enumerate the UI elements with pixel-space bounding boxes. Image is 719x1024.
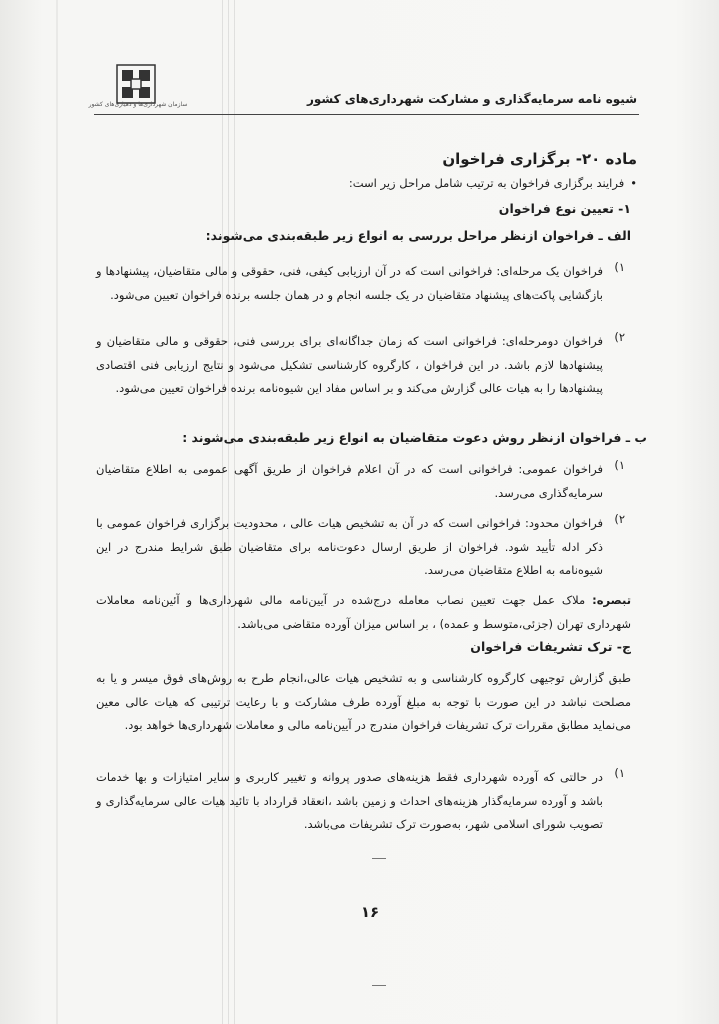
list-number: ۱) — [614, 260, 625, 274]
page-number: ۱۶ — [360, 903, 380, 921]
header-divider — [94, 114, 639, 115]
section-heading: ۱- تعیین نوع فراخوان — [498, 201, 631, 216]
list-number: ۲) — [614, 330, 625, 344]
intro-bullet — [349, 176, 637, 190]
article-title: ماده ۲۰- برگزاری فراخوان — [442, 150, 637, 168]
organization-logo-icon — [116, 64, 156, 104]
binding-shadow — [56, 0, 58, 1024]
subsection-heading-alef: الف ـ فراخوان ازنظر مراحل بررسی به انواع زیر طبقه‌بندی می‌شوند: — [205, 228, 631, 243]
list-number: ۱) — [614, 458, 625, 472]
note-label: تبصره: — [592, 593, 632, 607]
list-item: فراخوان عمومی: فراخوانی است که در آن اعلام فراخوان از طریق آگهی عمومی به اطلاع متقاضیان سرمایه‌گذاری می‌رسد. — [96, 462, 603, 500]
note-text: ملاک عمل جهت تعیین نصاب معامله درج‌شده در آیین‌نامه مالی شهرداری‌ها و آئین‌نامه معاملات شهرداری تهران (جزئی،متوسط و عمده) ، بر اساس میزان آورده متقاضی می‌باشد. — [96, 593, 631, 631]
logo-caption: سازمان شهرداری‌ها و دهیاری‌های کشور — [88, 101, 188, 108]
list-item: فراخوان یک مرحله‌ای: فراخوانی است که در آن ارزیابی کیفی، فنی، حقوقی و مالی متقاضیان، پیشنهادها و بازگشایی پاکت‌های پیشنهاد متقاضیان در یک جلسه انجام و در همان جلسه برنده فراخوان تعیین می‌شود. — [96, 264, 603, 302]
divider-mark — [372, 985, 386, 986]
divider-mark — [372, 858, 386, 859]
paragraph: طبق گزارش توجیهی کارگروه کارشناسی و به تشخیص هیات عالی،انجام طرح به روش‌های فوق میسر و یا به مصلحت نباشد در این صورت با توجه به مبلغ آورده طرف مشارکت و با رعایت ترتیبی که هیات عالی معین می‌نماید مطابق مقررات ترک تشریفات فراخوان مندرج در آیین‌نامه مالی و معاملات شهرداری‌ها خواهد بود. — [96, 671, 631, 732]
subsection-heading-be: ب ـ فراخوان ازنظر روش دعوت متقاضیان به انواع زیر طبقه‌بندی می‌شوند : — [182, 430, 647, 445]
list-item: در حالتی که آورده شهرداری فقط هزینه‌های صدور پروانه و تغییر کاربری و سایر امتیازات و بها خدمات باشد و آورده سرمایه‌گذار هزینه‌های احداث و زمین باشد ،انعقاد قرارداد با تائید هیات عالی سرمایه‌گذاری و تصویب شورای اسلامی شهر، به‌صورت ترک تشریفات می‌باشد. — [96, 770, 603, 831]
intro-text: فرایند برگزاری فراخوان به ترتیب شامل مراحل زیر است: — [348, 176, 625, 190]
bullet-icon: • — [630, 176, 637, 190]
note-paragraph — [96, 589, 631, 636]
list-item: فراخوان دومرحله‌ای: فراخوانی است که زمان جداگانه‌ای برای بررسی فنی، حقوقی و مالی متقاضیان و پیشنهادها لازم باشد. در این فراخوان ، کارگروه کارشناسی تشکیل می‌شود و نتایج ارزیابی فنی اقتصادی پیشنهادها را به هیات عالی گزارش می‌کند و بر اساس مفاد این شیوه‌نامه برنده فراخوان تعیین می‌شود. — [96, 334, 603, 395]
list-number: ۲) — [614, 512, 625, 526]
subsection-heading-jim: ج- ترک تشریفات فراخوان — [470, 639, 631, 654]
list-number: ۱) — [614, 766, 625, 780]
header-title: شیوه نامه سرمایه‌گذاری و مشارکت شهرداری‌های کشور — [306, 92, 637, 106]
list-item: فراخوان محدود: فراخوانی است که در آن به تشخیص هیات عالی ، محدودیت برگزاری فراخوان عمومی با ذکر ادله تأیید شود. فراخوان از طریق ارسال دعوت‌نامه برای متقاضیان طبق شرایط مندرج در این شیوه‌نامه به اطلاع متقاضیان می‌رسد. — [96, 516, 603, 577]
